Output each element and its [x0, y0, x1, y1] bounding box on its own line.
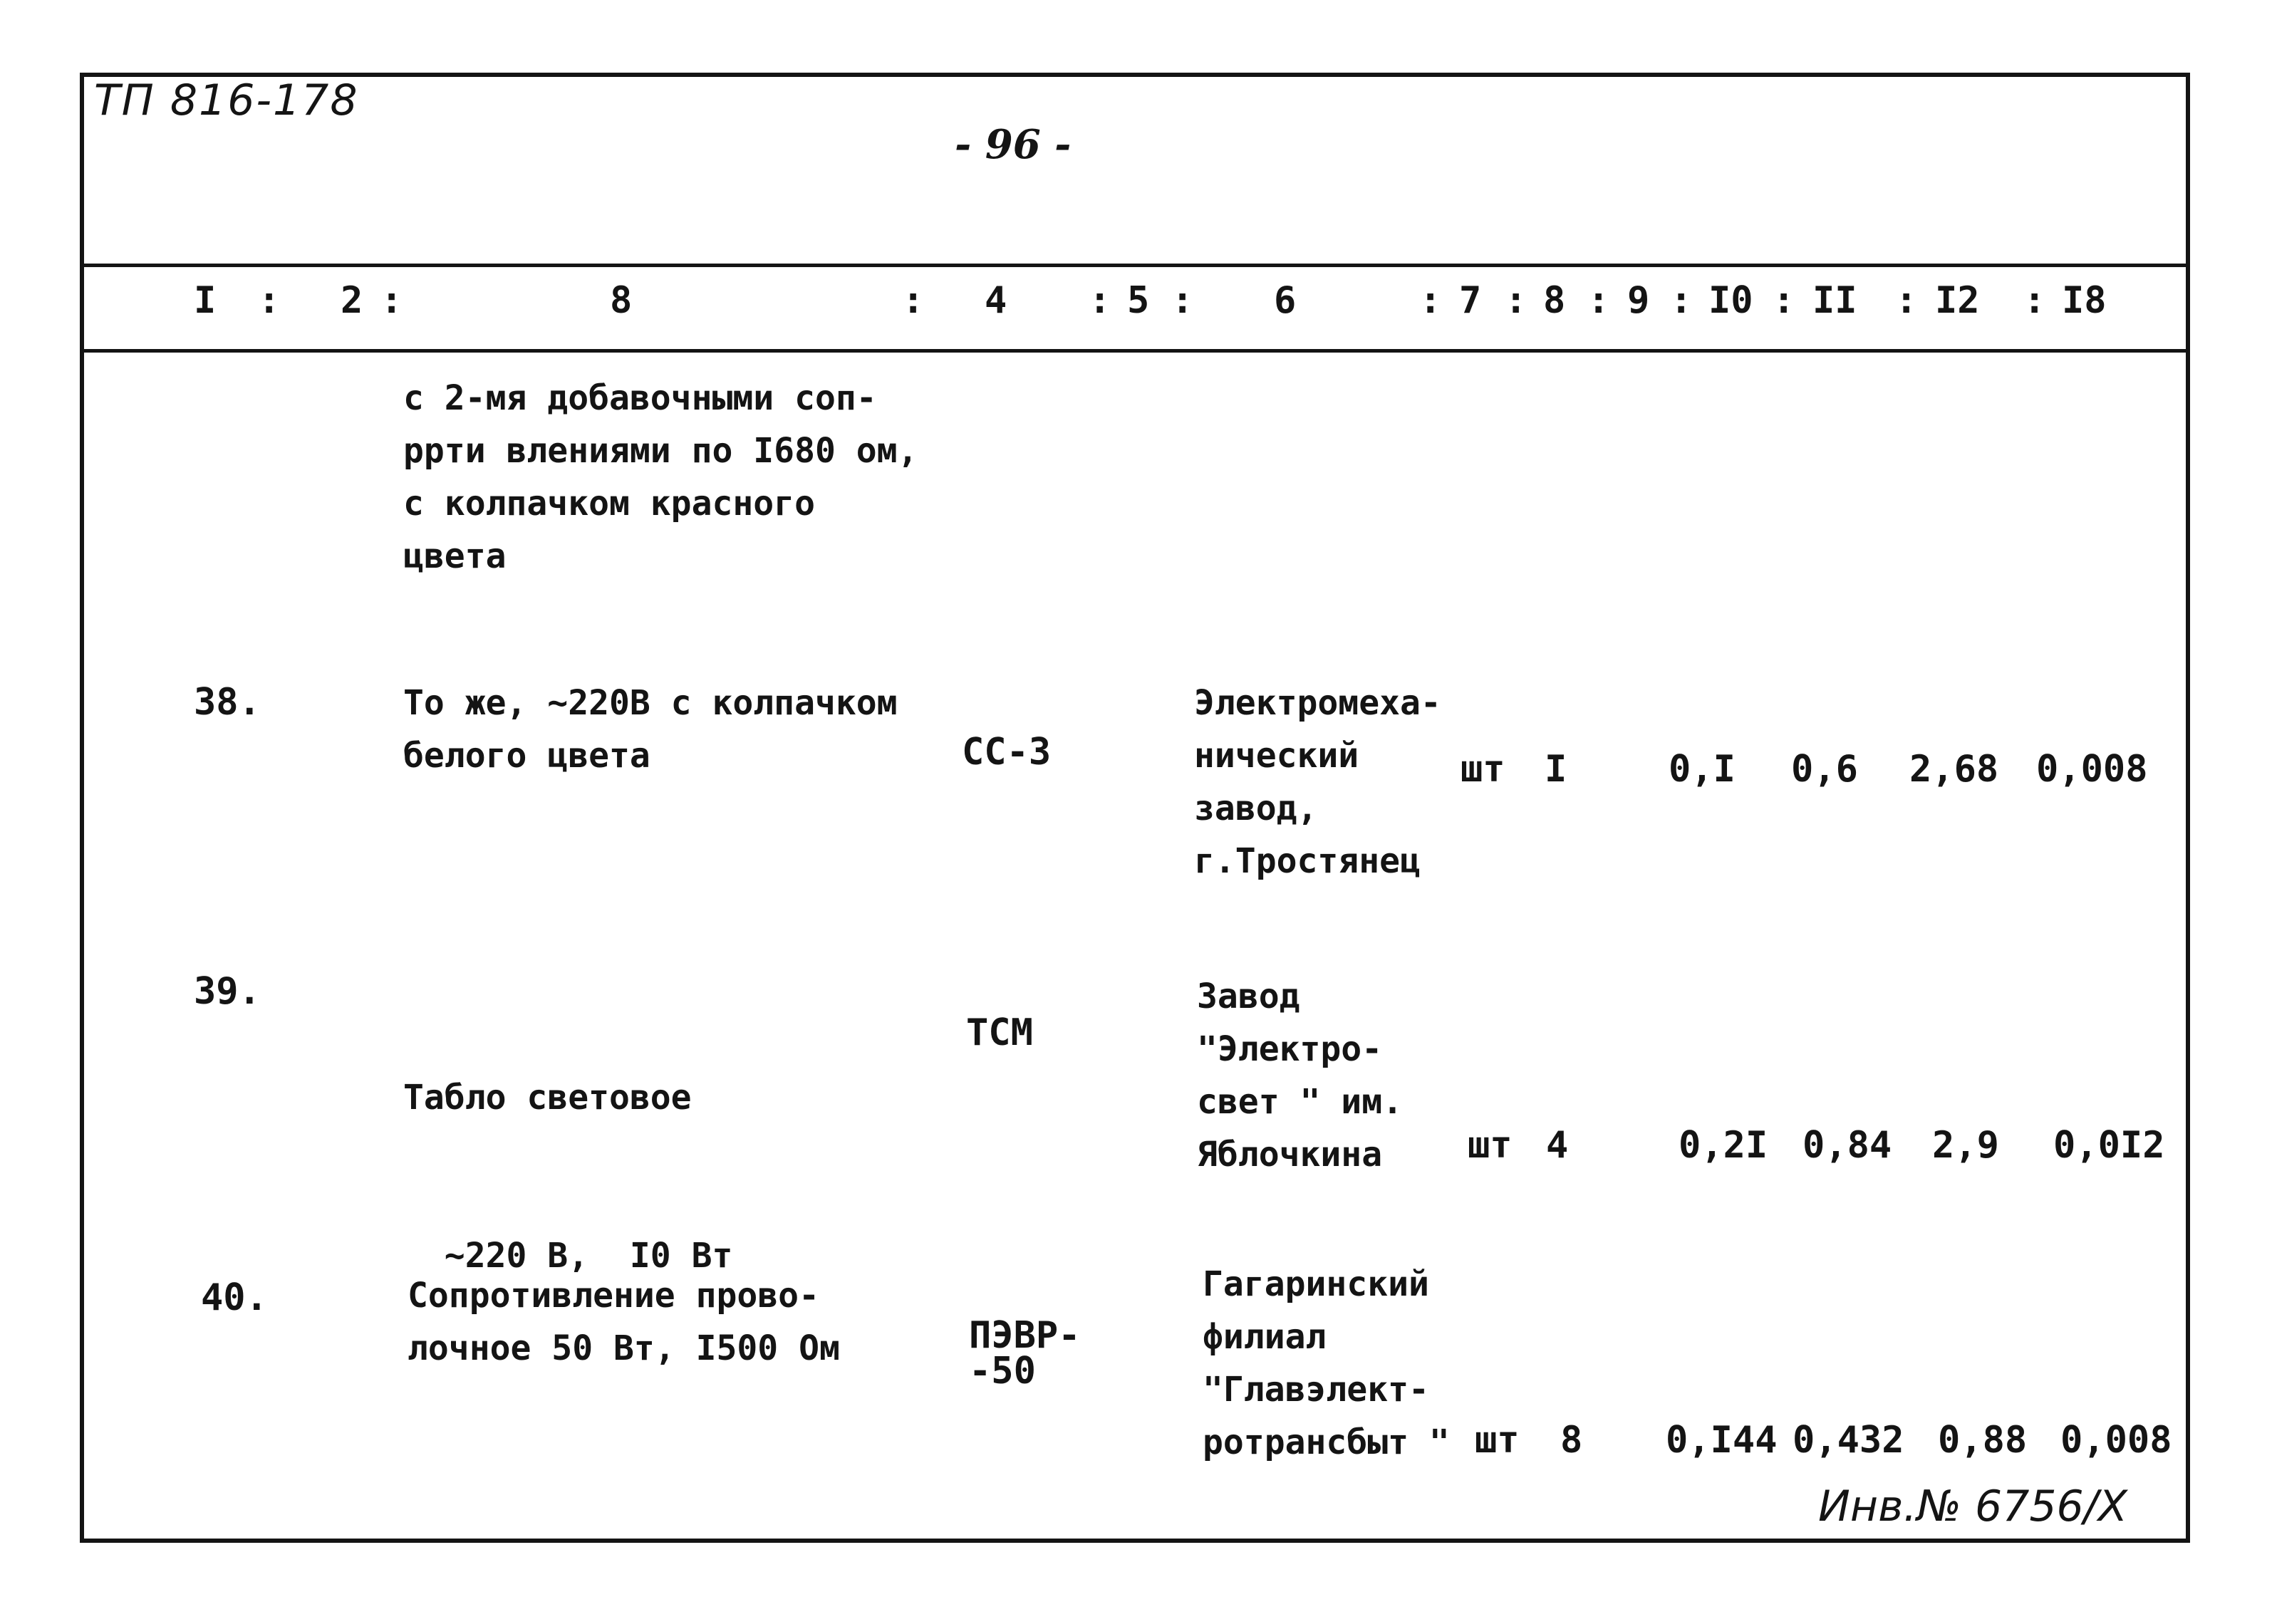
col-header-7: 7 [1459, 279, 1482, 322]
text-line: с 2-мя добавочными соп- [403, 378, 877, 418]
text-line: ПЭВР- [969, 1314, 1081, 1357]
quantity: 4 [1546, 1124, 1569, 1167]
item-type: ТСМ [966, 1011, 1033, 1054]
col-11-value: 0,432 [1793, 1419, 1904, 1462]
manufacturer [1194, 677, 1441, 888]
unit: шт [1468, 1124, 1513, 1167]
row-number: 38. [194, 681, 261, 724]
item-name [408, 1269, 840, 1375]
page-number: - 96 - [955, 121, 1072, 168]
col-sep: : [1670, 279, 1693, 322]
col-11-value: 0,6 [1791, 748, 1858, 791]
unit: шт [1475, 1419, 1520, 1462]
text-line: Табло световое [403, 1078, 692, 1118]
col-header-5: 5 [1127, 279, 1150, 322]
text-line: г.Тростянец [1194, 841, 1421, 881]
col-header-2: 2 [341, 279, 363, 322]
header-rule-top [80, 264, 2190, 267]
col-header-12: I2 [1935, 279, 1980, 322]
col-header-4: 4 [985, 279, 1007, 322]
row-number: 40. [201, 1276, 268, 1319]
text-line: ротрансбыт " [1203, 1422, 1450, 1462]
col-sep: : [1171, 279, 1194, 322]
col-header-13: I8 [2062, 279, 2107, 322]
text-line: цвета [403, 536, 507, 576]
col-sep: : [902, 279, 925, 322]
text-line: Завод [1197, 977, 1300, 1016]
text-line: "Главэлект- [1203, 1370, 1429, 1410]
manufacturer [1197, 970, 1403, 1181]
col-11-value: 0,84 [1802, 1124, 1892, 1167]
col-sep: : [1587, 279, 1610, 322]
col-13-value: 0,0I2 [2053, 1124, 2165, 1167]
row-number: 39. [194, 970, 261, 1013]
continuation-text [403, 372, 918, 583]
col-header-9: 9 [1627, 279, 1650, 322]
col-header-11: II [1812, 279, 1857, 322]
document-code: ТП 816-178 [94, 76, 359, 125]
col-sep: : [380, 279, 403, 322]
col-sep: : [2023, 279, 2046, 322]
col-sep: : [1773, 279, 1795, 322]
quantity: 8 [1560, 1419, 1583, 1462]
text-line: Сопротивление прово- [408, 1276, 819, 1316]
col-header-10: I0 [1708, 279, 1753, 322]
header-rule-bottom [80, 349, 2190, 353]
col-12-value: 0,88 [1938, 1419, 2028, 1462]
text-line: ррти влениями по I680 ом, [403, 431, 918, 471]
text-line: "Электро- [1197, 1029, 1383, 1069]
text-line: свет " им. [1197, 1082, 1403, 1122]
col-12-value: 2,68 [1909, 748, 1999, 791]
col-header-8: 8 [1543, 279, 1566, 322]
text-line: -50 [969, 1350, 1036, 1393]
col-12-value: 2,9 [1932, 1124, 1999, 1167]
unit: шт [1461, 748, 1505, 791]
col-header-1: I [194, 279, 217, 322]
col-sep: : [1505, 279, 1527, 322]
manufacturer [1203, 1258, 1450, 1469]
col-sep: : [1895, 279, 1918, 322]
col-10-value: 0,I [1669, 748, 1736, 791]
col-header-3: 8 [610, 279, 633, 322]
text-line: Яблочкина [1197, 1135, 1383, 1175]
col-sep: : [258, 279, 281, 322]
text-line: белого цвета [403, 736, 650, 776]
col-13-value: 0,008 [2060, 1419, 2172, 1462]
col-sep: : [1419, 279, 1442, 322]
text-line: лочное 50 Вт, I500 Ом [408, 1328, 840, 1368]
text-line: Электромеха- [1194, 683, 1441, 723]
item-type: СС-3 [962, 731, 1052, 774]
inventory-number: Инв.№ 6756/X [1818, 1482, 2128, 1531]
col-10-value: 0,I44 [1666, 1419, 1778, 1462]
text-line: завод, [1194, 788, 1318, 828]
quantity: I [1545, 748, 1567, 791]
col-10-value: 0,2I [1679, 1124, 1768, 1167]
item-name [403, 677, 898, 782]
text-line: нический [1194, 736, 1359, 776]
item-type [969, 1314, 1081, 1393]
col-header-6: 6 [1274, 279, 1297, 322]
text-line: филиал [1203, 1317, 1327, 1357]
text-line: Гагаринский [1203, 1264, 1429, 1304]
text-line: То же, ~220В с колпачком [403, 683, 898, 723]
col-13-value: 0,008 [2036, 748, 2148, 791]
text-line: ~220 В, I0 Вт [403, 1236, 733, 1276]
text-line: с колпачком красного [403, 484, 815, 524]
col-sep: : [1089, 279, 1111, 322]
